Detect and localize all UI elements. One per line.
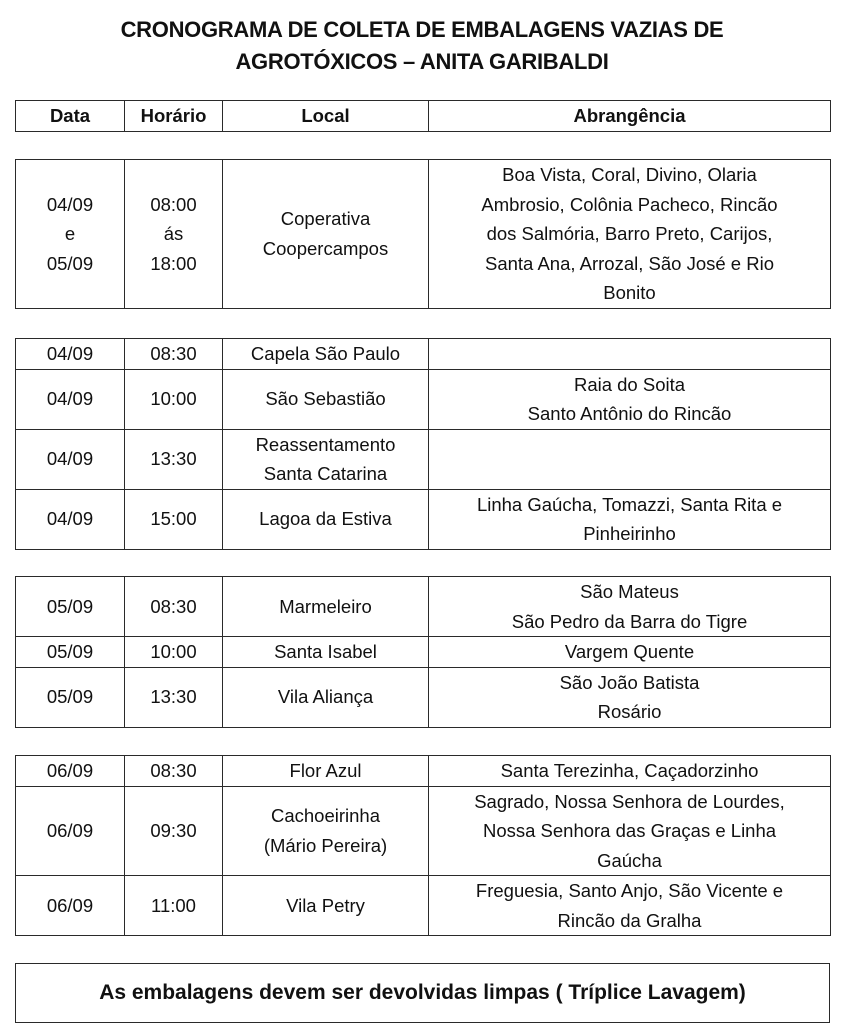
footer-text: As embalagens devem ser devolvidas limpas ( Tríplice Lavagem) xyxy=(99,981,746,1004)
header-abrangencia: Abrangência xyxy=(429,101,831,132)
cell-text: Lagoa da Estiva xyxy=(259,508,392,530)
cell-text: Coperativa xyxy=(280,208,371,230)
cell-horario: 08:30 xyxy=(125,756,223,787)
cell-text: Cachoeirinha xyxy=(270,805,380,827)
schedule-table-group-4 xyxy=(15,755,831,936)
table-row xyxy=(16,369,831,429)
cell-data: 04/09 xyxy=(16,489,125,549)
schedule-table-group-2 xyxy=(15,338,831,550)
cell-local xyxy=(223,160,429,309)
cell-horario: 10:00 xyxy=(125,369,223,429)
cell-data: 05/09 xyxy=(16,667,125,727)
cell-local xyxy=(223,489,429,549)
title-line-1: CRONOGRAMA DE COLETA DE EMBALAGENS VAZIAS DE xyxy=(120,17,724,42)
cell-abrangencia xyxy=(429,489,831,549)
cell-horario: 08:30 xyxy=(125,339,223,370)
cell-text: Freguesia, Santo Anjo, São Vicente e xyxy=(475,880,784,901)
footer-notice xyxy=(15,963,830,1023)
cell-data: 04/09 xyxy=(16,339,125,370)
cell-text: São Mateus xyxy=(580,581,679,602)
cell-abrangencia xyxy=(429,339,831,370)
cell-text: São Sebastião xyxy=(265,388,386,410)
cell-data: 06/09 xyxy=(16,756,125,787)
cell-text: Marmeleiro xyxy=(279,595,372,617)
header-table xyxy=(15,100,831,132)
cell-text: Vila Petry xyxy=(286,894,365,916)
cell-local xyxy=(223,667,429,727)
cell-text: Capela São Paulo xyxy=(250,343,401,364)
table-row xyxy=(16,160,831,309)
cell-data: 04/09 xyxy=(16,429,125,489)
table-row xyxy=(16,876,831,936)
cell-local xyxy=(223,786,429,876)
document-title xyxy=(0,14,844,78)
cell-text: Coopercampos xyxy=(262,237,389,259)
cell-text: Reassentamento xyxy=(255,433,396,455)
schedule-table-group-3 xyxy=(15,576,831,728)
cell-text: Vila Aliança xyxy=(277,686,374,708)
cell-text: Santa Isabel xyxy=(274,641,377,662)
cell-abrangencia xyxy=(429,786,831,876)
cell-horario: 13:30 xyxy=(125,667,223,727)
table-row xyxy=(16,577,831,637)
cell-horario: 11:00 xyxy=(125,876,223,936)
cell-text: 08:00 xyxy=(150,193,197,215)
cell-text: e xyxy=(64,223,76,244)
cell-abrangencia xyxy=(429,369,831,429)
table-row xyxy=(16,637,831,668)
cell-text: Flor Azul xyxy=(289,760,362,781)
cell-abrangencia xyxy=(429,160,831,309)
cell-text: Rincão da Gralha xyxy=(557,909,702,931)
cell-text: Ambrosio, Colônia Pacheco, Rincão xyxy=(481,193,778,215)
cell-text: Rosário xyxy=(597,701,662,722)
cell-text: São João Batista xyxy=(559,671,700,693)
cell-abrangencia xyxy=(429,667,831,727)
cell-text: dos Salmória, Barro Preto, Carijos, xyxy=(486,223,773,244)
cell-text: Santa Terezinha, Caçadorzinho xyxy=(500,760,759,781)
cell-text: ás xyxy=(163,223,184,244)
cell-text: Vargem Quente xyxy=(564,641,695,662)
cell-text: Pinheirinho xyxy=(583,523,676,544)
cell-abrangencia xyxy=(429,876,831,936)
cell-text: Gaúcha xyxy=(597,849,662,871)
cell-text: 18:00 xyxy=(150,252,197,274)
cell-text: 05/09 xyxy=(46,252,94,274)
cell-horario: 10:00 xyxy=(125,637,223,668)
header-data: Data xyxy=(16,101,125,132)
cell-abrangencia xyxy=(429,429,831,489)
cell-text: Santa Ana, Arrozal, São José e Rio xyxy=(485,252,774,274)
cell-text: Bonito xyxy=(603,282,656,303)
cell-horario: 13:30 xyxy=(125,429,223,489)
cell-local xyxy=(223,756,429,787)
table-row xyxy=(16,667,831,727)
cell-abrangencia xyxy=(429,577,831,637)
table-row xyxy=(16,489,831,549)
table-row xyxy=(16,429,831,489)
table-row xyxy=(16,786,831,876)
cell-horario: 08:30 xyxy=(125,577,223,637)
cell-data: 05/09 xyxy=(16,577,125,637)
cell-local xyxy=(223,637,429,668)
cell-data xyxy=(16,160,125,309)
cell-local xyxy=(223,369,429,429)
cell-data: 04/09 xyxy=(16,369,125,429)
cell-text: Sagrado, Nossa Senhora de Lourdes, xyxy=(474,790,785,812)
cell-abrangencia xyxy=(429,756,831,787)
cell-data: 06/09 xyxy=(16,786,125,876)
cell-text: Linha Gaúcha, Tomazzi, Santa Rita e xyxy=(476,493,783,515)
cell-text: (Mário Pereira) xyxy=(263,834,388,856)
cell-text: São Pedro da Barra do Tigre xyxy=(511,610,748,632)
cell-horario: 09:30 xyxy=(125,786,223,876)
header-row xyxy=(16,101,831,132)
cell-local xyxy=(223,429,429,489)
schedule-table-group-1 xyxy=(15,159,831,309)
cell-data: 05/09 xyxy=(16,637,125,668)
cell-local xyxy=(223,339,429,370)
cell-text: 04/09 xyxy=(46,193,94,215)
cell-local xyxy=(223,577,429,637)
cell-horario: 15:00 xyxy=(125,489,223,549)
cell-text: Santa Catarina xyxy=(263,463,388,484)
cell-text: Nossa Senhora das Graças e Linha xyxy=(482,820,777,841)
cell-text: Raia do Soita xyxy=(573,373,686,395)
table-row xyxy=(16,756,831,787)
title-line-2: AGROTÓXICOS – ANITA GARIBALDI xyxy=(235,49,609,74)
table-row xyxy=(16,339,831,370)
cell-local xyxy=(223,876,429,936)
header-horario: Horário xyxy=(125,101,223,132)
cell-data: 06/09 xyxy=(16,876,125,936)
cell-horario xyxy=(125,160,223,309)
cell-abrangencia xyxy=(429,637,831,668)
cell-text: Boa Vista, Coral, Divino, Olaria xyxy=(502,164,757,185)
header-local: Local xyxy=(223,101,429,132)
cell-text: Santo Antônio do Rincão xyxy=(527,403,732,424)
